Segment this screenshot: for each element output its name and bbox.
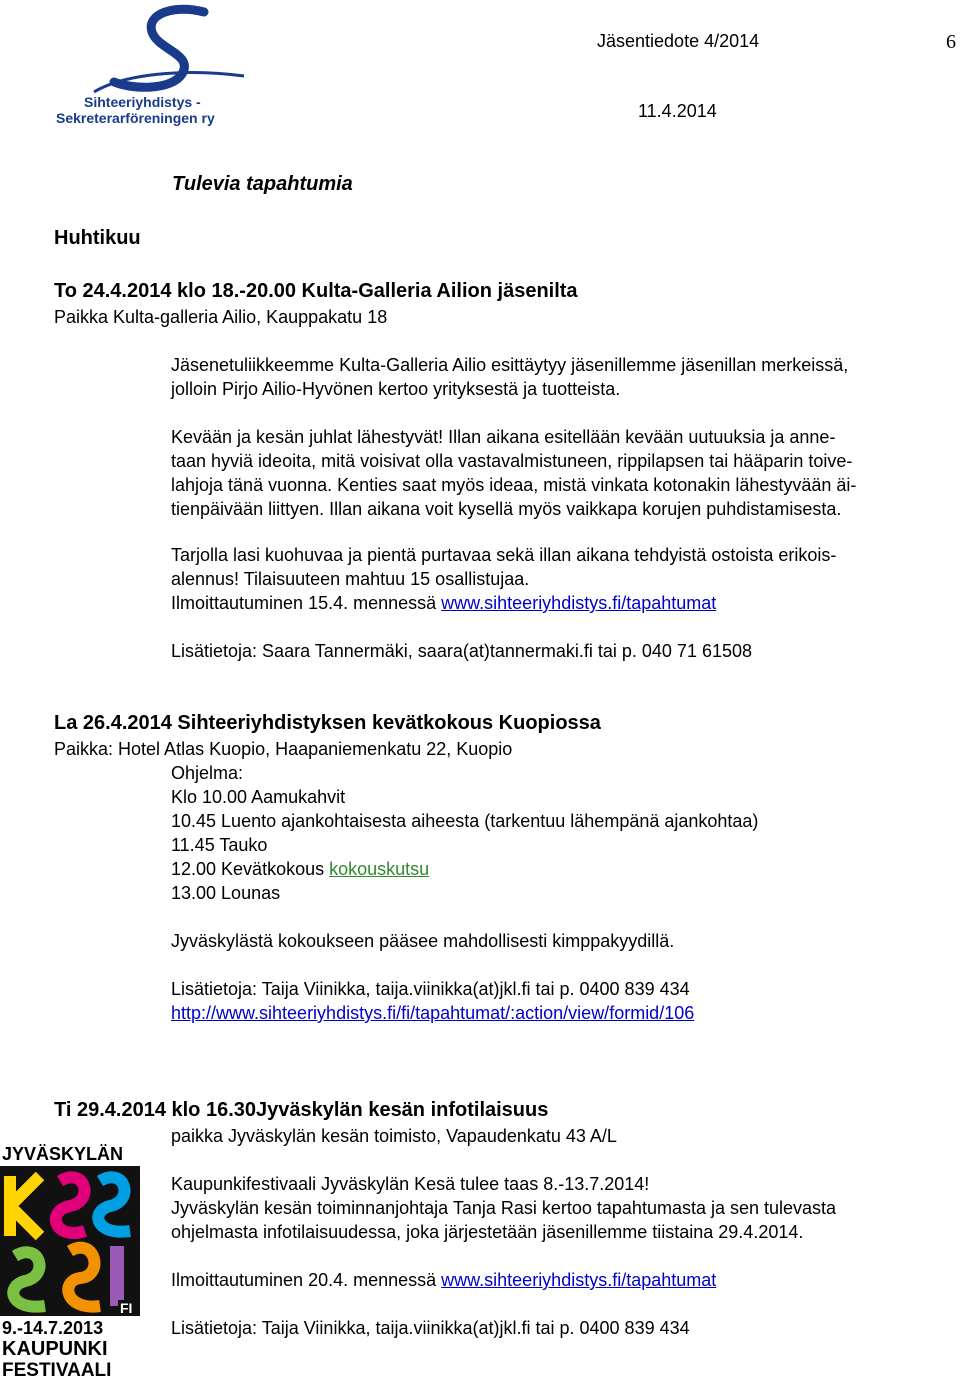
registration-link[interactable]: www.sihteeriyhdistys.fi/tapahtumat <box>441 1270 717 1290</box>
event2-note: Jyväskylästä kokoukseen pääsee mahdollisesti kimppakyydillä. <box>171 931 675 951</box>
event3-registration <box>171 1268 716 1292</box>
event2-place: Paikka: Hotel Atlas Kuopio, Haapaniemenkatu 22, Kuopio <box>54 739 513 759</box>
page-number: 6 <box>946 31 956 53</box>
event3-heading: Ti 29.4.2014 klo 16.30Jyväskylän kesän infotilaisuus <box>54 1099 549 1121</box>
event1-text: Kevään ja kesän juhlat lähestyvät! Illan aikana esitellään kevään uutuuksia ja anne- <box>171 427 836 447</box>
festival-logo-top: JYVÄSKYLÄN <box>2 1144 124 1164</box>
festival-logo-fi: FI <box>120 1300 133 1316</box>
registration-text: Ilmoittautuminen 20.4. mennessä <box>171 1270 442 1290</box>
event1-text: jolloin Pirjo Ailio-Hyvönen kertoo yrityksestä ja tuotteista. <box>171 379 621 399</box>
header-date: 11.4.2014 <box>638 101 717 121</box>
event1-text: Tarjolla lasi kuohuvaa ja pientä purtavaa sekä illan aikana tehdyistä ostoista erikois- <box>171 545 837 565</box>
registration-link[interactable]: www.sihteeriyhdistys.fi/tapahtumat <box>441 593 717 613</box>
festival-logo-word1: KAUPUNKI <box>2 1338 108 1360</box>
festival-logo-dates: 9.-14.7.2013 <box>2 1318 104 1338</box>
festival-graphic <box>0 1166 140 1316</box>
logo-name-line2: Sekreterarföreningen ry <box>56 110 215 126</box>
meeting-invitation-link[interactable]: kokouskutsu <box>329 859 430 879</box>
event1-text: lahjoja tänä vuonna. Kenties saat myös ideaa, mistä vinkata kotonakin lähestyvään äi- <box>171 475 857 495</box>
program-item: Klo 10.00 Aamukahvit <box>171 787 346 807</box>
festival-logo <box>0 1144 140 1384</box>
event3-text: Kaupunkifestivaali Jyväskylän Kesä tulee taas 8.-13.7.2014! <box>171 1174 650 1194</box>
page-title: Tulevia tapahtumia <box>172 173 353 195</box>
event3-place: paikka Jyväskylän kesän toimisto, Vapaudenkatu 43 A/L <box>171 1126 617 1146</box>
event2-link[interactable]: http://www.sihteeriyhdistys.fi/fi/tapahtumat/:action/view/formid/106 <box>171 1003 695 1023</box>
event2-contact: Lisätietoja: Taija Viinikka, taija.viinikka(at)jkl.fi tai p. 0400 839 434 <box>171 979 690 999</box>
event2-program-label: Ohjelma: <box>171 763 244 783</box>
newsletter-title: Jäsentiedote 4/2014 <box>597 31 760 51</box>
program-item: 13.00 Lounas <box>171 883 281 903</box>
program-item: 11.45 Tauko <box>171 835 268 855</box>
organization-logo <box>54 4 254 128</box>
logo-name-line1: Sihteeriyhdistys - <box>84 94 201 110</box>
event1-text: tienpäivään liittyen. Illan aikana voit kysellä myös vaikkapa korujen puhdistamisesta. <box>171 499 842 519</box>
event3-text: Jyväskylän kesän toiminnanjohtaja Tanja Rasi kertoo tapahtumasta ja sen tulevasta <box>171 1198 837 1218</box>
event1-text: Jäsenetuliikkeemme Kulta-Galleria Ailio esittäytyy jäsenillemme jäsenillan merkeissä, <box>171 355 849 375</box>
registration-text: Ilmoittautuminen 15.4. mennessä <box>171 593 442 613</box>
event1-place: Paikka Kulta-galleria Ailio, Kauppakatu 18 <box>54 307 388 327</box>
event1-text: alennus! Tilaisuuteen mahtuu 15 osallistujaa. <box>171 569 530 589</box>
logo-s-mark <box>54 4 254 94</box>
festival-logo-word2: FESTIVAALI <box>2 1360 112 1381</box>
event1-registration <box>171 591 716 615</box>
event2-heading: La 26.4.2014 Sihteeriyhdistyksen kevätkokous Kuopiossa <box>54 712 601 734</box>
month-heading: Huhtikuu <box>54 227 141 249</box>
event1-contact: Lisätietoja: Saara Tannermäki, saara(at)tannermaki.fi tai p. 040 71 61508 <box>171 641 753 661</box>
event3-text: ohjelmasta infotilaisuudessa, joka järjestetään jäsenillemme tiistaina 29.4.2014. <box>171 1222 804 1242</box>
event3-contact: Lisätietoja: Taija Viinikka, taija.viinikka(at)jkl.fi tai p. 0400 839 434 <box>171 1318 690 1338</box>
event1-heading: To 24.4.2014 klo 18.-20.00 Kulta-Galleria Ailion jäsenilta <box>54 280 578 302</box>
program-item <box>171 857 429 881</box>
event1-text: taan hyviä ideoita, mitä voisivat olla vastavalmistuneen, rippilapsen tai hääparin toive- <box>171 451 853 471</box>
program-item: 10.45 Luento ajankohtaisesta aiheesta (tarkentuu lähempänä ajankohtaa) <box>171 811 759 831</box>
program-item-text: 12.00 Kevätkokous <box>171 859 330 879</box>
